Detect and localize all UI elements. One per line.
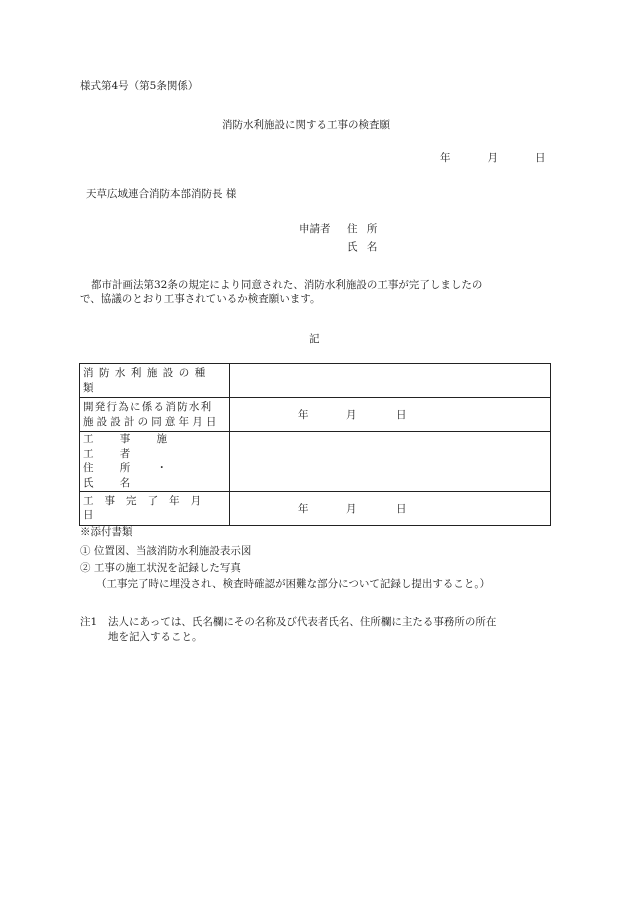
table-row [80,432,551,492]
document-title: 消防水利施設に関する工事の検査願 [222,119,390,131]
consent-date-label-line2: 施設設計の同意年月日 [83,415,220,428]
date-day-label: 日 [535,152,546,164]
contractor-label-line1: 工事施工者 [83,433,194,460]
consent-date-label-line1: 開発行為に係る消防水利 [83,400,213,413]
kind-label-cell [80,364,230,398]
applicant-name-label: 氏 名 [347,241,378,253]
inspection-table [79,363,551,526]
date-line [440,152,546,165]
body-text-line2: で、協議のとおり工事されているか検査願います。 [80,293,321,305]
attachments-heading: ※添付書類 [80,526,133,538]
attachment-item-2-note: （工事完了時に埋没され、検査時確認が困難な部分について記録し提出すること。） [96,578,491,590]
footnote-line2: 地を記入すること。 [108,631,203,643]
consent-year-label: 年 [298,409,309,421]
table-row [80,398,551,432]
attachment-item-1: ① 位置図、当該消防水利施設表示図 [80,545,252,557]
consent-day-label: 日 [396,409,407,421]
date-month-label: 月 [487,152,498,164]
completion-year-label: 年 [298,502,309,515]
consent-date-value-cell[interactable] [230,398,551,432]
kind-label: 消防水利施設の種類 [83,366,211,394]
completion-day-label: 日 [396,502,407,515]
footnote-line1: 法人にあっては、氏名欄にその名称及び代表者氏名、住所欄に主たる事務所の所在 [108,616,497,628]
completion-date-value-cell[interactable] [230,491,551,525]
completion-month-label: 月 [346,502,357,515]
note-heading: 記 [309,333,320,345]
applicant-address-label: 住 所 [347,223,378,235]
addressee: 天草広域連合消防本部消防長 様 [86,188,237,200]
table-row [80,491,551,525]
consent-month-label: 月 [346,409,357,421]
completion-date-label-cell [80,491,230,525]
form-number: 様式第4号（第5条関係） [80,80,199,92]
date-year-label: 年 [440,152,451,164]
consent-date-label-cell [80,398,230,432]
footnote-label: 注1 [80,616,98,628]
contractor-label-cell [80,432,230,492]
attachment-item-2: ② 工事の施工状況を記録した写真 [80,562,241,574]
body-text-line1: 都市計画法第32条の規定により同意された、消防水利施設の工事が完了しましたの [91,279,483,291]
table-row [80,364,551,398]
completion-date-label: 工事完了年月日 [83,494,213,522]
kind-value-cell[interactable] [230,364,551,398]
applicant-role: 申請者 [299,223,331,235]
contractor-value-cell[interactable] [230,432,551,492]
contractor-address-name-label: 住所・氏名 [83,462,194,490]
